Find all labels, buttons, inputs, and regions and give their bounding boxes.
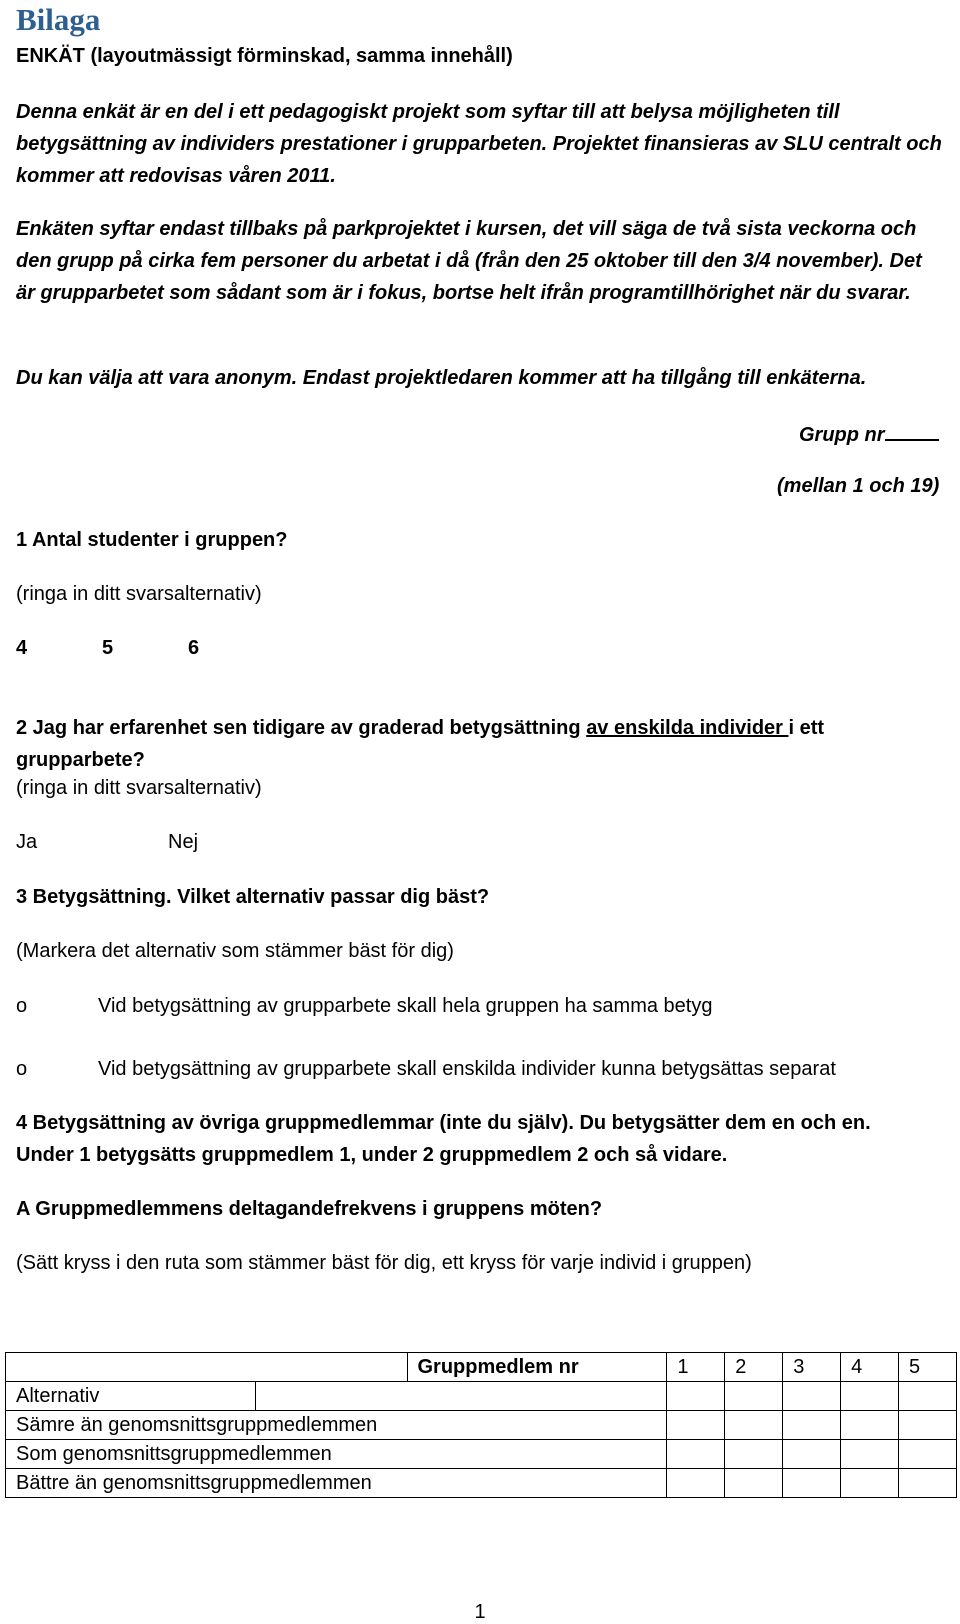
q3-option-1[interactable] — [16, 995, 712, 1018]
radio-bullet-icon[interactable]: o — [16, 1058, 28, 1080]
table-corner-cell — [6, 1353, 408, 1382]
question-4-instruction: (Sätt kryss i den ruta som stämmer bäst för dig, ett kryss för varje individ i gruppen) — [16, 1252, 752, 1274]
intro-paragraph-3: Du kan välja att vara anonym. Endast projektledaren kommer att ha tillgång till enkäterna. — [16, 367, 867, 389]
q3-option-2[interactable] — [16, 1058, 836, 1081]
alternative-label: Bättre än genomsnittsgruppmedlemmen — [6, 1469, 667, 1498]
empty-cell — [899, 1382, 957, 1411]
table-row — [6, 1469, 957, 1498]
checkbox-cell[interactable] — [841, 1411, 899, 1440]
checkbox-cell[interactable] — [783, 1411, 841, 1440]
question-4a: A Gruppmedlemmens deltagandefrekvens i gruppens möten? — [16, 1198, 603, 1220]
table-row — [6, 1382, 957, 1411]
q3-option-1-label: Vid betygsättning av grupparbete skall hela gruppen ha samma betyg — [98, 995, 713, 1017]
question-2-text-start: 2 Jag har erfarenhet sen tidigare av graderad betygsättning — [16, 717, 587, 739]
checkbox-cell[interactable] — [667, 1469, 725, 1498]
page-number: 1 — [474, 1601, 486, 1623]
checkbox-cell[interactable] — [841, 1440, 899, 1469]
page-title: Bilaga — [16, 2, 101, 37]
question-1: 1 Antal studenter i gruppen? — [16, 529, 288, 551]
q2-option-nej[interactable]: Nej — [168, 831, 199, 853]
checkbox-cell[interactable] — [783, 1440, 841, 1469]
empty-cell — [667, 1382, 725, 1411]
question-1-instruction: (ringa in ditt svarsalternativ) — [16, 583, 262, 605]
checkbox-cell[interactable] — [725, 1469, 783, 1498]
empty-cell — [841, 1382, 899, 1411]
checkbox-cell[interactable] — [667, 1411, 725, 1440]
empty-cell — [783, 1382, 841, 1411]
q2-option-ja[interactable]: Ja — [16, 831, 38, 853]
group-number-range: (mellan 1 och 19) — [777, 475, 940, 497]
checkbox-cell[interactable] — [725, 1440, 783, 1469]
table-header-row — [6, 1353, 957, 1382]
question-2-instruction: (ringa in ditt svarsalternativ) — [16, 777, 262, 799]
group-number-label: Grupp nr — [799, 424, 885, 446]
intro-paragraph-1: Denna enkät är en del i ett pedagogiskt projekt som syftar till att belysa möjligheten till betygsättning av individers prestationer i grupparbeten. Projektet finansieras av SLU centralt och kommer att redovisas våren 2011. — [16, 101, 942, 187]
question-3: 3 Betygsättning. Vilket alternativ passar dig bäst? — [16, 886, 490, 908]
checkbox-cell[interactable] — [899, 1469, 957, 1498]
q3-option-2-label: Vid betygsättning av grupparbete skall enskilda individer kunna betygsättas separat — [98, 1058, 836, 1080]
checkbox-cell[interactable] — [899, 1440, 957, 1469]
question-4-line-2: Under 1 betygsätts gruppmedlem 1, under 2 gruppmedlem 2 och så vidare. — [16, 1144, 728, 1166]
question-4-line-1: 4 Betygsättning av övriga gruppmedlemmar (inte du själv). Du betygsätter dem en och en. — [16, 1112, 871, 1134]
checkbox-cell[interactable] — [783, 1469, 841, 1498]
alternative-label: Som genomsnittsgruppmedlemmen — [6, 1440, 667, 1469]
table-row — [6, 1411, 957, 1440]
checkbox-cell[interactable] — [841, 1469, 899, 1498]
q1-option-6[interactable]: 6 — [188, 637, 200, 659]
member-5-header: 5 — [899, 1353, 957, 1382]
group-number-field[interactable] — [799, 421, 939, 447]
member-4-header: 4 — [841, 1353, 899, 1382]
question-2 — [16, 712, 946, 776]
checkbox-cell[interactable] — [725, 1411, 783, 1440]
alternative-header: Alternativ — [6, 1382, 256, 1411]
radio-bullet-icon[interactable]: o — [16, 995, 28, 1017]
checkbox-cell[interactable] — [899, 1411, 957, 1440]
checkbox-cell[interactable] — [667, 1440, 725, 1469]
member-header: Gruppmedlem nr — [407, 1353, 667, 1382]
table-row — [6, 1440, 957, 1469]
member-3-header: 3 — [783, 1353, 841, 1382]
group-number-blank[interactable] — [885, 421, 939, 441]
question-2-text-end: i ett grupparbete? — [16, 717, 825, 771]
intro-paragraph-2: Enkäten syftar endast tillbaks på parkprojektet i kursen, det vill säga de två sista veckorna och den grupp på cirka fem personer du arbetat i då (från den 25 oktober till den 3/4 november). Det är grupparbetet som sådant som är i fokus, bortse helt ifrån programtillhörighet när du svarar. — [16, 218, 922, 304]
empty-cell — [725, 1382, 783, 1411]
question-2-underlined: av enskilda individer — [586, 717, 789, 739]
rating-table — [5, 1352, 957, 1498]
alternative-label: Sämre än genomsnittsgruppmedlemmen — [6, 1411, 667, 1440]
empty-cell — [255, 1382, 667, 1411]
member-1-header: 1 — [667, 1353, 725, 1382]
q1-option-5[interactable]: 5 — [102, 637, 114, 659]
survey-subtitle: ENKÄT (layoutmässigt förminskad, samma innehåll) — [16, 45, 513, 67]
q1-option-4[interactable]: 4 — [16, 637, 28, 659]
question-3-instruction: (Markera det alternativ som stämmer bäst för dig) — [16, 940, 454, 962]
member-2-header: 2 — [725, 1353, 783, 1382]
